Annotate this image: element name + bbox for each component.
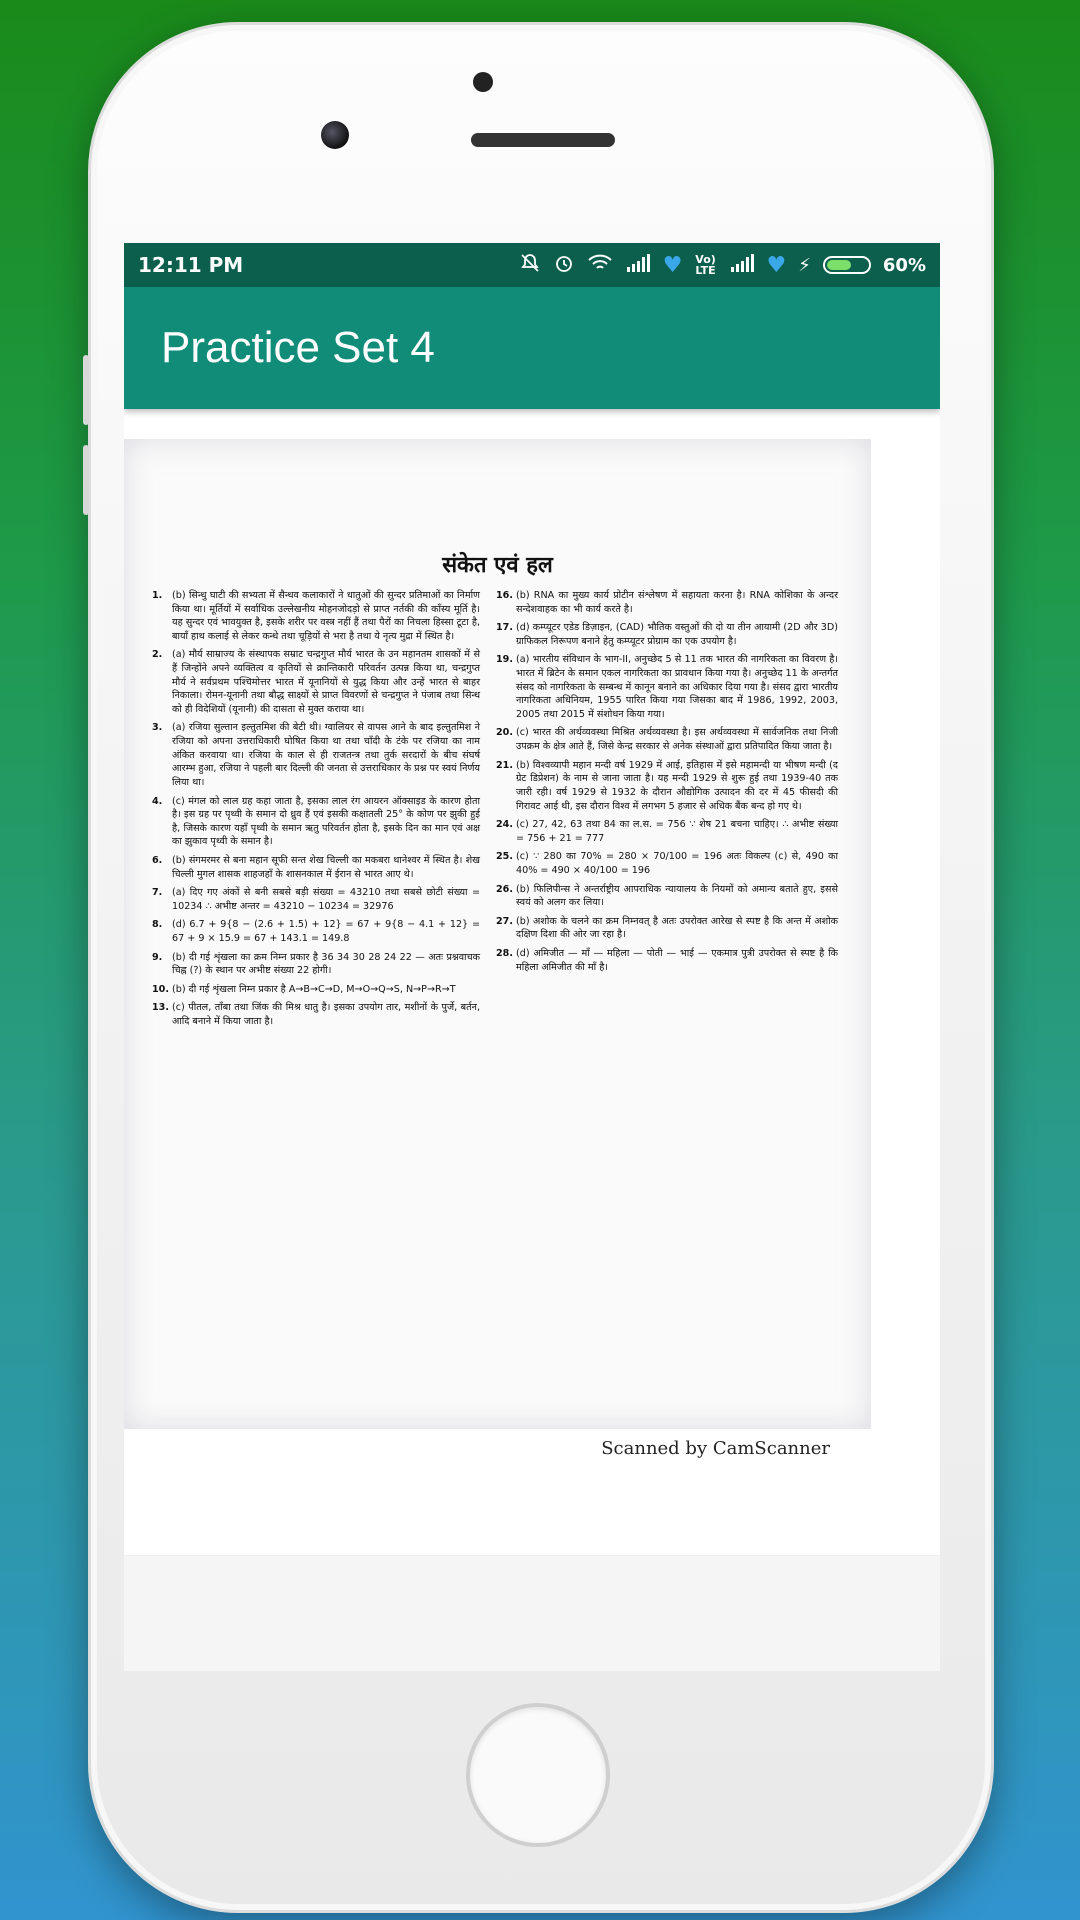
answer-number: 13. [152, 1002, 169, 1014]
status-icons [519, 252, 926, 279]
answer-number: 20. [496, 727, 513, 739]
answer-text: (b) दी गई शृंखला का क्रम निम्न प्रकार है 36 34 30 28 24 22 — अतः प्रश्नवाचक चिह्न (?) के स्थान पर अभीष्ट संख्या 22 होगी। [172, 951, 480, 977]
answer-text: (b) विश्वव्यापी महान मन्दी वर्ष 1929 में आई, इतिहास में इसे महामन्दी या भीषण मन्दी (द ग्रेट डिप्रेशन) के नाम से जाना जाता है। यह मन्दी 1929 से शुरू हुई तथा 1939-40 तक जारी रही। वर्ष 1929 से 1932 के दौरान औद्योगिक उत्पादन की दर में 45 फीसदी की गिरावट आई थी, इस दौरान विश्व में लगभग 5 हजार से अधिक बैंक बन्द हो गए थे। [516, 759, 838, 812]
answer-item [496, 915, 838, 942]
answer-item [152, 721, 480, 789]
answer-item [496, 621, 838, 648]
answer-number: 19. [496, 654, 513, 666]
answer-item [152, 795, 480, 849]
answer-text: (a) दिए गए अंकों से बनी सबसे बड़ी संख्या = 43210 तथा सबसे छोटी संख्या = 10234 ∴ अभीष्ट अन्तर = 43210 − 10234 = 32976 [172, 887, 480, 912]
answer-number: 6. [152, 854, 163, 866]
answer-number: 28. [496, 948, 513, 960]
device-screen [124, 243, 940, 1671]
answer-text: (a) मौर्य साम्राज्य के संस्थापक सम्राट चन्द्रगुप्त मौर्य भारत के उन महानतम शासकों में से हैं जिन्होंने अपने व्यक्तित्व व कृतियों से क्रान्तिकारी परिवर्तन उत्पन्न किया था, चन्द्रगुप्त मौर्य ने सर्वप्रथम पश्चिमोत्तर भारत में यूनानियों से युद्ध किया और उन्हें भारत से बाहर निकाला। रोमन-यूनानी तथा बौद्ध साक्ष्यों से प्राप्त विवरणों से चन्द्रगुप्त ने पंजाब तथा सिन्ध को ही विदेशियों (यूनानी) की दासता से मुक्त कराया था। [172, 649, 480, 715]
battery-percent: 60% [882, 254, 926, 276]
bottom-empty-area [124, 1555, 940, 1671]
answer-number: 25. [496, 851, 513, 863]
front-camera [321, 121, 349, 149]
battery-icon [823, 256, 871, 274]
answer-text: (b) RNA का मुख्य कार्य प्रोटीन संश्लेषण में सहायता करना है। RNA कोशिका के अन्दर सन्देशवाहक का भी कार्य करते है। [516, 590, 838, 615]
answer-text: (c) 27, 42, 63 तथा 84 का ल.स. = 756 ∵ शेष 21 बचना चाहिए। ∴ अभीष्ट संख्या = 756 + 21 = 777 [516, 819, 838, 844]
answer-item [152, 589, 480, 643]
answer-text: (b) संगमरमर से बना महान सूफी सन्त शेख चिल्ली का मकबरा थानेश्वर में स्थित है। शेख चिल्ली मुगल शासक शाहजहाँ के शासनकाल में ईरान से भारत आए थे। [172, 854, 480, 880]
document-left-column [152, 589, 480, 1034]
answer-text: (c) पीतल, ताँबा तथा जिंक की मिश्र धातु है। इसका उपयोग तार, मशीनों के पुर्जे, बर्तन, आदि बनाने में किया जाता है। [172, 1002, 480, 1028]
alarm-icon [553, 252, 575, 279]
answer-number: 17. [496, 622, 513, 634]
heart-icon: ♥ [662, 252, 683, 278]
answer-item [152, 1001, 480, 1028]
answer-number: 9. [152, 951, 163, 963]
answer-text: (b) दी गई शृंखला निम्न प्रकार है A→B→C→D, M→O→Q→S, N→P→R→T [172, 983, 456, 995]
volume-button [83, 445, 89, 515]
answer-item [496, 883, 838, 910]
answer-number: 26. [496, 883, 513, 895]
answer-item [152, 951, 480, 978]
mute-icon [519, 252, 541, 279]
answer-number: 7. [152, 887, 163, 899]
lte-icon: Vo) LTE [695, 253, 716, 277]
answer-text: (b) अशोक के चलने का क्रम निम्नवत् है अतः उपरोक्त आरेख से स्पष्ट है कि अन्त में अशोक दक्षिण दिशा की ओर जा रहा है। [516, 915, 838, 941]
answer-item [152, 918, 480, 945]
signal-icon [729, 253, 755, 278]
document-heading: संकेत एवं हल [442, 553, 553, 578]
answer-item [152, 886, 480, 913]
camera-dot [473, 72, 493, 92]
status-bar [124, 243, 940, 287]
answer-item [496, 947, 838, 974]
answer-number: 2. [152, 649, 163, 661]
answer-number: 24. [496, 819, 513, 831]
answer-text: (a) भारतीय संविधान के भाग-II, अनुच्छेद 5 से 11 तक भारत की नागरिकता का विवरण है। भारत में ब्रिटेन के समान एकल नागरिकता का प्रावधान किया गया है। अनुच्छेद 11 के अन्तर्गत संसद को नागरिकता के सम्बन्ध में कानून बनाने का अधिकार दिया गया है। संसद द्वारा भारतीय नागरिकता अधिनियम, 1955 पारित किया गया जिसका बाद में 1986, 1992, 2003, 2005 तथा 2015 में संशोधन किया गया। [516, 654, 838, 720]
answer-item [496, 850, 838, 877]
answer-item [152, 983, 480, 997]
charging-icon: ⚡ [798, 254, 811, 276]
answer-item [496, 589, 838, 616]
answer-text: (b) सिन्धु घाटी की सभ्यता में सैन्धव कलाकारों ने धातुओं की सुन्दर प्रतिमाओं का निर्माण किया था। मूर्तियों में सर्वाधिक उल्लेखनीय मोहनजोदड़ो से प्राप्त नर्तकी की काँस्य मूर्ति है। यह सुन्दर एवं भावयुक्त है, इसके शरीर पर वस्त्र नहीं हैं तथा पैरों का निचला हिस्सा टूटा है, बायाँ हाथ कलाई से लेकर कन्धे तथा चूड़ियों से भरा है तथा ये नृत्य मुद्रा में स्थित है। [172, 590, 480, 642]
answer-text: (c) मंगल को लाल ग्रह कहा जाता है, इसका लाल रंग आयरन ऑक्साइड के कारण होता है। इस ग्रह पर पृथ्वी के समान दो ध्रुव हैं एवं इसकी कक्षातली 25° के कोण पर झुकी हुई है, जिसके कारण यहाँ पृथ्वी के समान ऋतु परिवर्तन होता है, इसके दिन का मान एवं अक्ष का झुकाव पृथ्वी के समान है। [172, 795, 480, 848]
answer-number: 10. [152, 983, 169, 995]
answer-item [496, 818, 838, 845]
answer-number: 21. [496, 759, 513, 771]
page-title: Practice Set 4 [161, 323, 435, 372]
earpiece-speaker [471, 133, 615, 147]
answer-text: (d) 6.7 + 9{8 − (2.6 + 1.5) + 12} = 67 + 9{8 − 4.1 + 12} = 67 + 9 × 15.9 = 67 + 143.1 = 149.8 [172, 919, 480, 945]
answer-text: (d) अमिजीत — माँ — महिला — पोती — भाई — एकमात्र पुत्री उपरोक्त से स्पष्ट है कि महिला अमिजीत की माँ है। [516, 948, 838, 973]
answer-text: (d) कम्प्यूटर एडेड डिज़ाइन, (CAD) भौतिक वस्तुओं की दो या तीन आयामी (2D और 3D) ग्राफिकल निरूपण बनाने हेतु कम्प्यूटर प्रोग्राम का एक उपयोग है। [516, 622, 838, 647]
scanner-watermark: Scanned by CamScanner [601, 1438, 830, 1459]
document-right-column [496, 589, 838, 979]
heart-icon: ♥ [766, 252, 787, 278]
answer-number: 1. [152, 590, 163, 601]
home-button[interactable] [466, 1703, 610, 1847]
volume-button [83, 355, 89, 425]
answer-item [496, 653, 838, 721]
answer-number: 3. [152, 722, 163, 734]
answer-number: 27. [496, 915, 513, 927]
answer-text: (c) भारत की अर्थव्यवस्था मिश्रित अर्थव्यवस्था है। इस अर्थव्यवस्था में सार्वजनिक तथा निजी उपक्रम के क्षेत्र आते हैं, जिसे केन्द्र सरकार से अनेक संस्थाओं द्वारा प्रतिपादित किया जाता है। [516, 727, 838, 753]
answer-text: (c) ∵ 280 का 70% = 280 × 70/100 = 196 अतः विकल्प (c) से, 490 का 40% = 490 × 40/100 = 196 [516, 851, 838, 876]
answer-item [152, 648, 480, 716]
wifi-icon [587, 252, 613, 279]
answer-number: 8. [152, 919, 163, 931]
answer-item [496, 726, 838, 753]
answer-text: (b) फिलिपीन्स ने अन्तर्राष्ट्रीय आपराधिक न्यायालय के नियमों को अमान्य बताते हुए, इससे स्वयं को अलग कर लिया। [516, 883, 838, 909]
signal-icon [625, 253, 651, 278]
answer-text: (a) रजिया सुल्तान इल्तुतमिश की बेटी थी। ग्वालियर से वापस आने के बाद इल्तुतमिश ने रजिया को अपना उत्तराधिकारी घोषित किया था तथा चाँदी के टंके पर रजिया का नाम अंकित करवाया था। रजिया के काल से ही राजतन्त्र तथा तुर्क सरदारों के बीच संघर्ष आरम्भ हुआ, रजिया ने पहली बार दिल्ली की जनता से उत्तराधिकार के प्रश्न पर स्वयं निर्णय लिया था। [172, 722, 480, 788]
answer-number: 4. [152, 795, 163, 807]
answer-item [496, 759, 838, 813]
answer-item [152, 854, 480, 881]
status-time: 12:11 PM [138, 253, 244, 277]
scanned-document-image[interactable] [124, 439, 871, 1429]
app-bar [124, 287, 940, 409]
answer-number: 16. [496, 590, 513, 601]
